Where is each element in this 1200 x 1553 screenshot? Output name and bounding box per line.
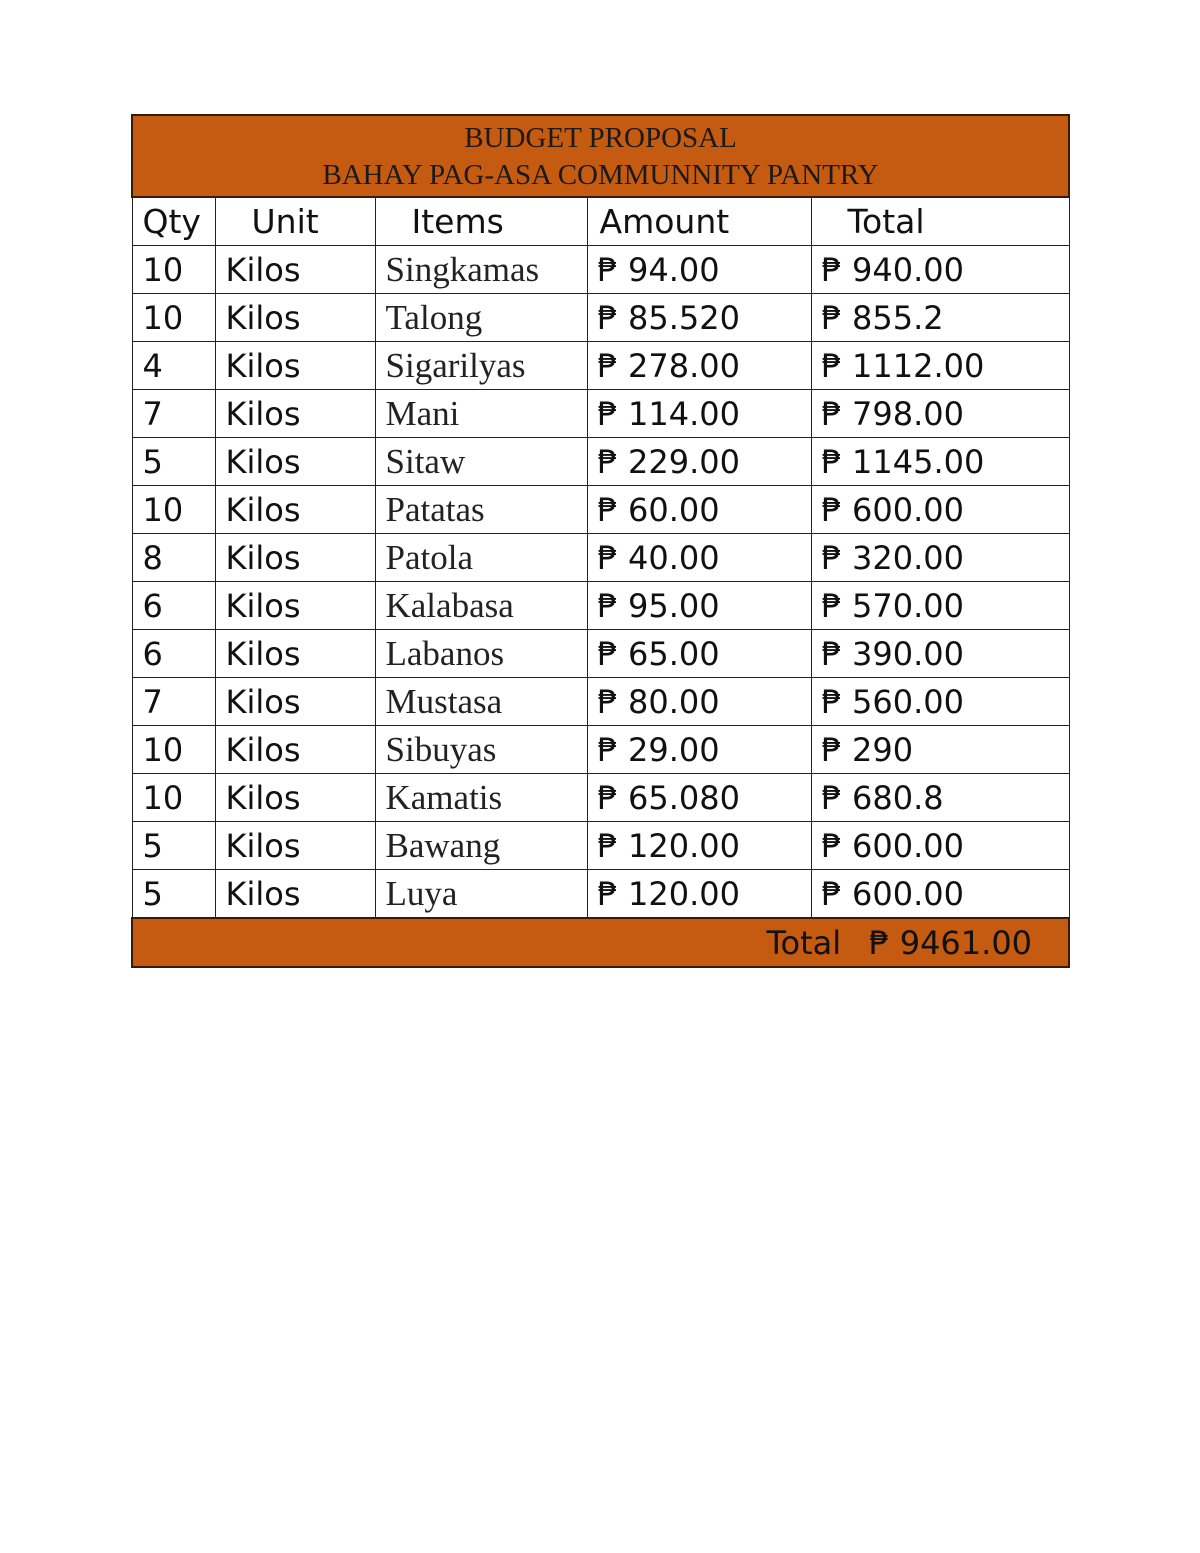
qty-cell: 7 [132,390,215,438]
header-qty: Qty [132,197,215,246]
title-line-1: BUDGET PROPOSAL [464,122,737,154]
unit-cell: Kilos [215,438,375,486]
table-row [132,342,1069,390]
title-line-2: BAHAY PAG-ASA COMMUNNITY PANTRY [322,159,879,191]
qty-cell: 8 [132,534,215,582]
table-row [132,582,1069,630]
amount-cell: ₱ 80.00 [587,678,811,726]
table-row [132,390,1069,438]
budget-table [131,114,1070,968]
amount-cell: ₱ 229.00 [587,438,811,486]
table-row [132,774,1069,822]
unit-cell: Kilos [215,822,375,870]
unit-cell: Kilos [215,870,375,919]
unit-cell: Kilos [215,294,375,342]
item-cell: Luya [375,870,587,919]
item-cell: Sitaw [375,438,587,486]
qty-cell: 10 [132,246,215,294]
qty-cell: 5 [132,870,215,919]
total-cell: ₱ 600.00 [811,822,1069,870]
header-unit: Unit [215,197,375,246]
amount-cell: ₱ 120.00 [587,870,811,919]
unit-cell: Kilos [215,582,375,630]
total-cell: ₱ 600.00 [811,870,1069,919]
qty-cell: 6 [132,582,215,630]
total-cell: ₱ 798.00 [811,390,1069,438]
unit-cell: Kilos [215,342,375,390]
total-cell: ₱ 290 [811,726,1069,774]
grand-total-label: Total [766,923,842,962]
unit-cell: Kilos [215,534,375,582]
total-cell: ₱ 1112.00 [811,342,1069,390]
item-cell: Labanos [375,630,587,678]
amount-cell: ₱ 278.00 [587,342,811,390]
amount-cell: ₱ 85.520 [587,294,811,342]
table-row [132,726,1069,774]
table-row [132,630,1069,678]
item-cell: Mani [375,390,587,438]
unit-cell: Kilos [215,246,375,294]
table-row [132,294,1069,342]
item-cell: Sibuyas [375,726,587,774]
table-row [132,678,1069,726]
total-cell: ₱ 390.00 [811,630,1069,678]
amount-cell: ₱ 120.00 [587,822,811,870]
table-row [132,486,1069,534]
title-row [132,115,1069,197]
unit-cell: Kilos [215,726,375,774]
amount-cell: ₱ 40.00 [587,534,811,582]
item-cell: Sigarilyas [375,342,587,390]
amount-cell: ₱ 65.080 [587,774,811,822]
grand-total-value: ₱ 9461.00 [869,923,1033,962]
item-cell: Patola [375,534,587,582]
table-body [132,246,1069,919]
qty-cell: 5 [132,822,215,870]
header-amount: Amount [587,197,811,246]
qty-cell: 6 [132,630,215,678]
total-cell: ₱ 940.00 [811,246,1069,294]
qty-cell: 4 [132,342,215,390]
unit-cell: Kilos [215,678,375,726]
total-cell: ₱ 570.00 [811,582,1069,630]
total-cell: ₱ 1145.00 [811,438,1069,486]
amount-cell: ₱ 95.00 [587,582,811,630]
qty-cell: 10 [132,294,215,342]
qty-cell: 10 [132,726,215,774]
amount-cell: ₱ 94.00 [587,246,811,294]
total-cell: ₱ 320.00 [811,534,1069,582]
qty-cell: 5 [132,438,215,486]
total-cell: ₱ 855.2 [811,294,1069,342]
header-items: Items [375,197,587,246]
amount-cell: ₱ 29.00 [587,726,811,774]
amount-cell: ₱ 60.00 [587,486,811,534]
unit-cell: Kilos [215,774,375,822]
qty-cell: 10 [132,486,215,534]
table-row [132,438,1069,486]
budget-sheet [131,114,1068,968]
item-cell: Mustasa [375,678,587,726]
header-total: Total [811,197,1069,246]
total-cell: ₱ 560.00 [811,678,1069,726]
table-row [132,246,1069,294]
table-row [132,870,1069,919]
item-cell: Kalabasa [375,582,587,630]
total-cell: ₱ 680.8 [811,774,1069,822]
table-row [132,822,1069,870]
table-title [132,115,1069,197]
amount-cell: ₱ 114.00 [587,390,811,438]
qty-cell: 10 [132,774,215,822]
header-row [132,197,1069,246]
item-cell: Patatas [375,486,587,534]
item-cell: Singkamas [375,246,587,294]
amount-cell: ₱ 65.00 [587,630,811,678]
total-row [132,918,1069,967]
total-cell: ₱ 600.00 [811,486,1069,534]
qty-cell: 7 [132,678,215,726]
unit-cell: Kilos [215,486,375,534]
unit-cell: Kilos [215,390,375,438]
item-cell: Kamatis [375,774,587,822]
unit-cell: Kilos [215,630,375,678]
table-row [132,534,1069,582]
item-cell: Bawang [375,822,587,870]
item-cell: Talong [375,294,587,342]
grand-total-cell [132,918,1069,967]
